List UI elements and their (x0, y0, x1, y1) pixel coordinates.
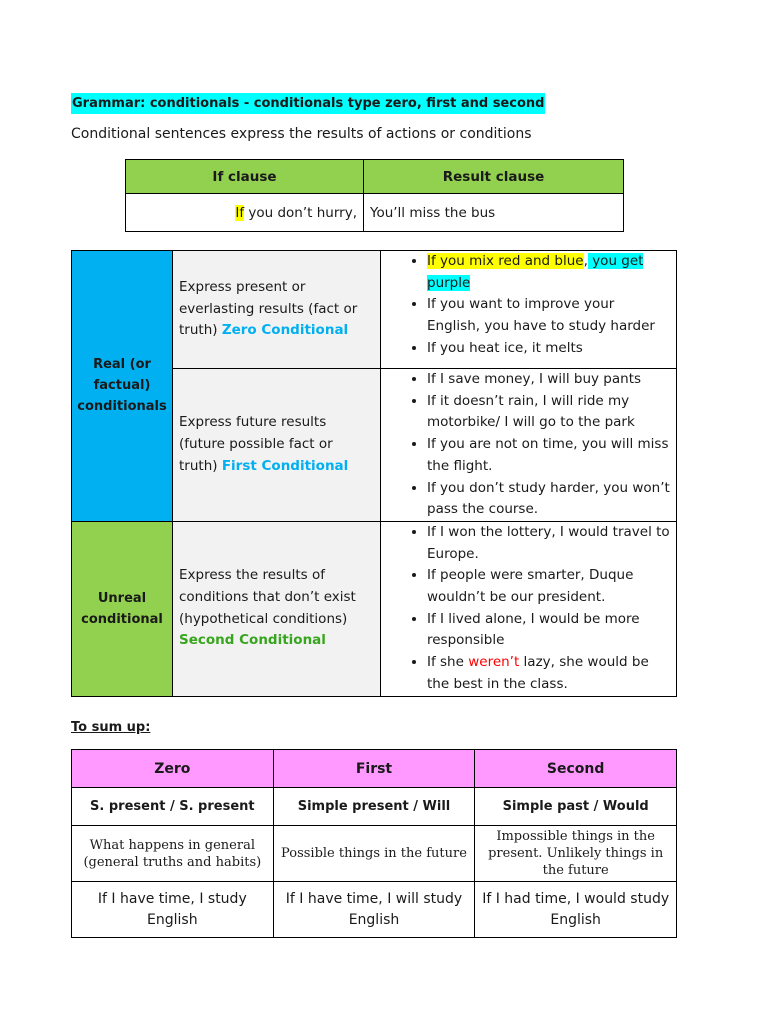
zero-examples (381, 251, 677, 369)
if-clause-text: you don’t hurry, (244, 204, 357, 221)
list-item: • If I lived alone, I would be more responsible (427, 609, 670, 652)
text: If she (427, 654, 469, 671)
second-example: If I had time, I would study English (475, 882, 677, 938)
zero-description (173, 251, 381, 369)
first-desc-text: Express future results (future possible fact or truth) (179, 414, 333, 474)
list-item: • If you heat ice, it melts (427, 338, 670, 360)
real-conditionals-label: Real (or factual) conditionals (72, 251, 173, 522)
summary-table (71, 749, 677, 938)
second-desc-text: Express the results of conditions that don’t exist (hypothetical conditions) (179, 567, 356, 627)
conditionals-table (71, 250, 677, 697)
list-item: • If you are not on time, you will miss the flight. (427, 434, 670, 477)
zero-header: Zero (72, 750, 274, 788)
second-form: Simple past / Would (475, 788, 677, 826)
list-item (427, 251, 670, 294)
if-word: If (235, 204, 245, 221)
comma: , (583, 253, 588, 269)
red-word: weren’t (468, 654, 520, 671)
list-item: • If you want to improve your English, you have to study harder (427, 294, 670, 337)
first-conditional-name: First Conditional (221, 457, 349, 474)
if-clause-cell (126, 194, 364, 232)
zero-conditional-name: Zero Conditional (221, 322, 349, 339)
result-clause-cell: You’ll miss the bus (364, 194, 624, 232)
text: lazy, she would be the best in the class. (427, 654, 649, 692)
zero-desc-text: Express present or everlasting results (fact or truth) (179, 278, 358, 339)
zero-form: S. present / S. present (72, 788, 274, 826)
first-example: If I have time, I will study English (273, 882, 475, 938)
unreal-conditional-label: Unreal conditional (72, 521, 173, 696)
result-clause-header: Result clause (364, 160, 624, 194)
list-item: • If it doesn’t rain, I will ride my motorbike/ I will go to the park (427, 391, 670, 434)
zero-example: If I have time, I study English (72, 882, 274, 938)
second-use: Impossible things in the present. Unlikely things in the future (475, 826, 677, 882)
list-item (427, 652, 670, 695)
sum-up-heading: To sum up: (71, 720, 151, 735)
list-item: • If I won the lottery, I would travel to Europe. (427, 522, 670, 565)
list-item: • If I save money, I will buy pants (427, 369, 670, 391)
second-conditional-name: Second Conditional (179, 632, 326, 649)
first-examples (381, 369, 677, 522)
highlight-result: you get purple (427, 253, 644, 291)
highlight-condition: If you mix red and blue (427, 253, 584, 269)
clause-table (125, 159, 624, 232)
first-header: First (273, 750, 475, 788)
second-examples (381, 521, 677, 696)
if-clause-header: If clause (126, 160, 364, 194)
zero-use: What happens in general (general truths and habits) (72, 826, 274, 882)
first-use: Possible things in the future (273, 826, 475, 882)
first-description (173, 369, 381, 522)
first-form: Simple present / Will (273, 788, 475, 826)
page-title: Grammar: conditionals - conditionals type zero, first and second (71, 93, 545, 114)
second-header: Second (475, 750, 677, 788)
list-item: • If you don’t study harder, you won’t pass the course. (427, 478, 670, 521)
intro-text: Conditional sentences express the results of actions or conditions (71, 126, 532, 142)
second-description (173, 521, 381, 696)
list-item: • If people were smarter, Duque wouldn’t be our president. (427, 565, 670, 608)
